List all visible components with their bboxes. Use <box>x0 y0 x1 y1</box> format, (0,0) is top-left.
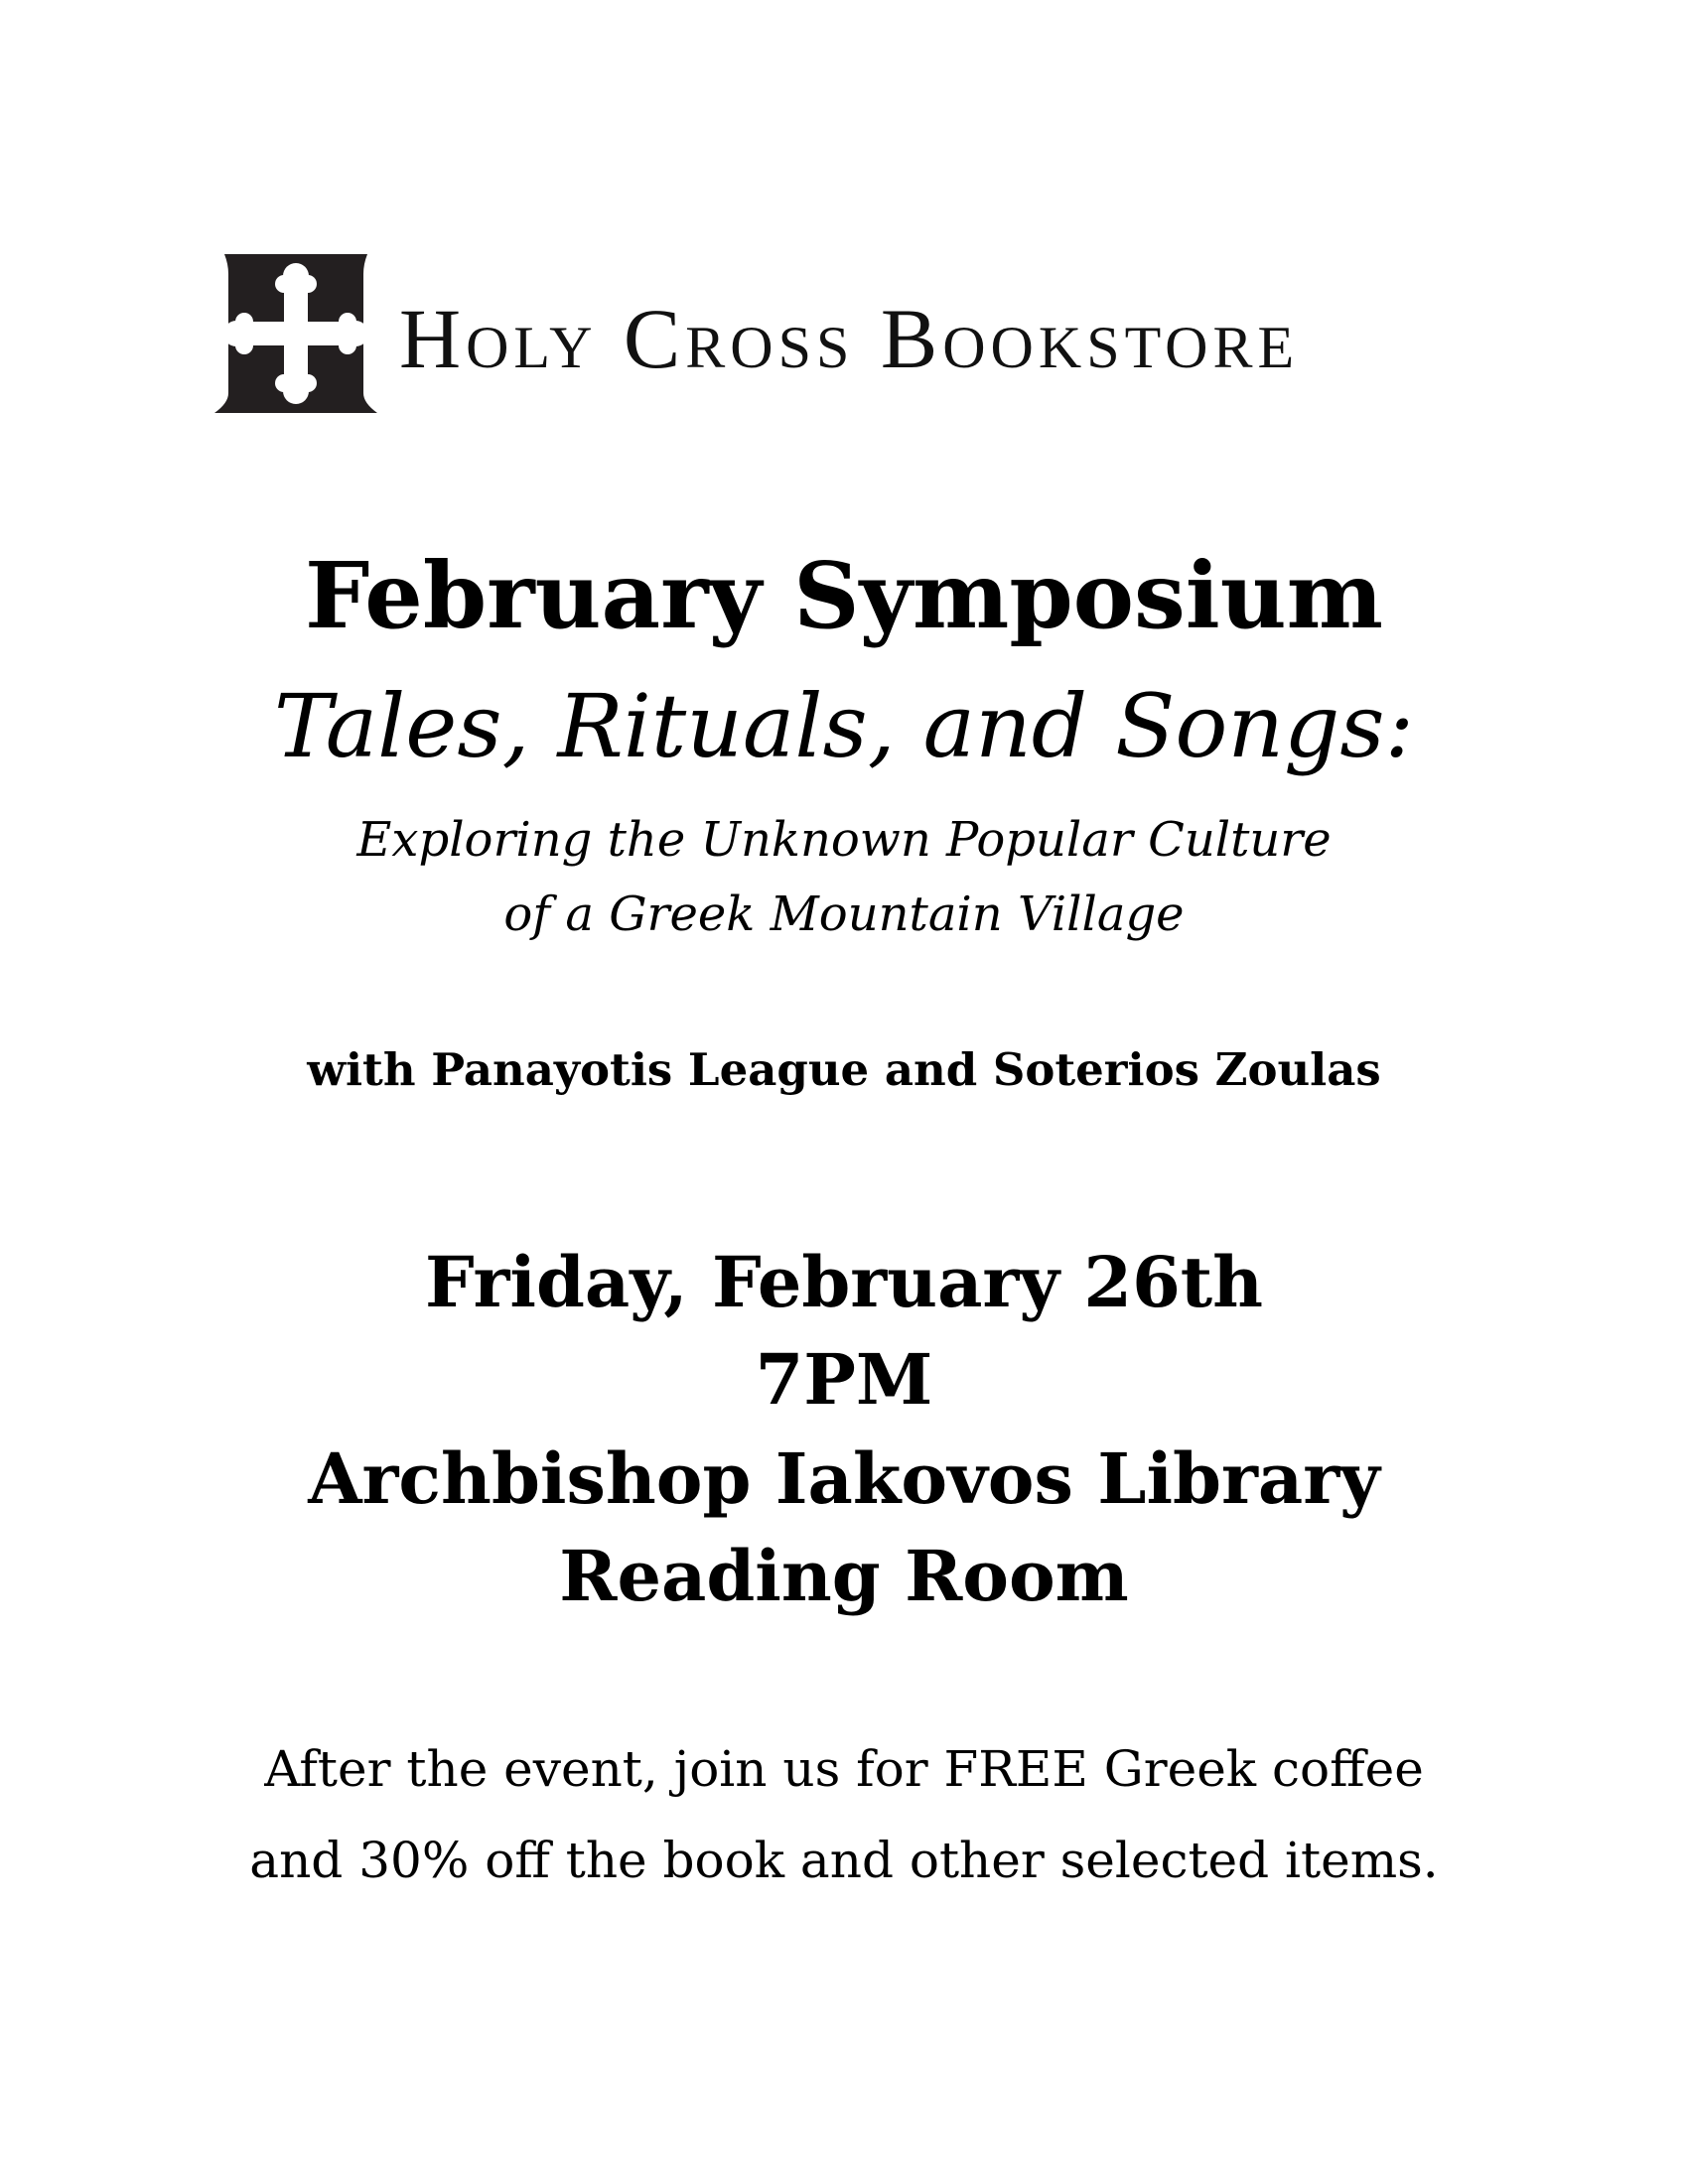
event-description-line-2: of a Greek Mountain Village <box>503 887 1185 942</box>
event-date: Friday, February 26th <box>425 1241 1263 1323</box>
event-description-line-1: Exploring the Unknown Popular Culture <box>356 812 1332 868</box>
bookstore-name: Holy Cross Bookstore <box>399 291 1300 386</box>
event-time: 7PM <box>755 1338 933 1421</box>
event-venue-line-1: Archbishop Iakovos Library <box>308 1437 1380 1520</box>
event-presenters: with Panayotis League and Soterios Zoulas <box>307 1043 1381 1096</box>
page-title: February Symposium <box>305 542 1383 649</box>
event-subtitle: Tales, Rituals, and Songs: <box>273 675 1415 777</box>
event-venue-line-2: Reading Room <box>559 1535 1129 1617</box>
bookstore-logo <box>214 254 1485 413</box>
cross-h-icon <box>214 254 377 413</box>
footer-note-line-1: After the event, join us for FREE Greek coffee <box>264 1740 1424 1798</box>
footer-note-line-2: and 30% off the book and other selected items. <box>249 1832 1439 1889</box>
